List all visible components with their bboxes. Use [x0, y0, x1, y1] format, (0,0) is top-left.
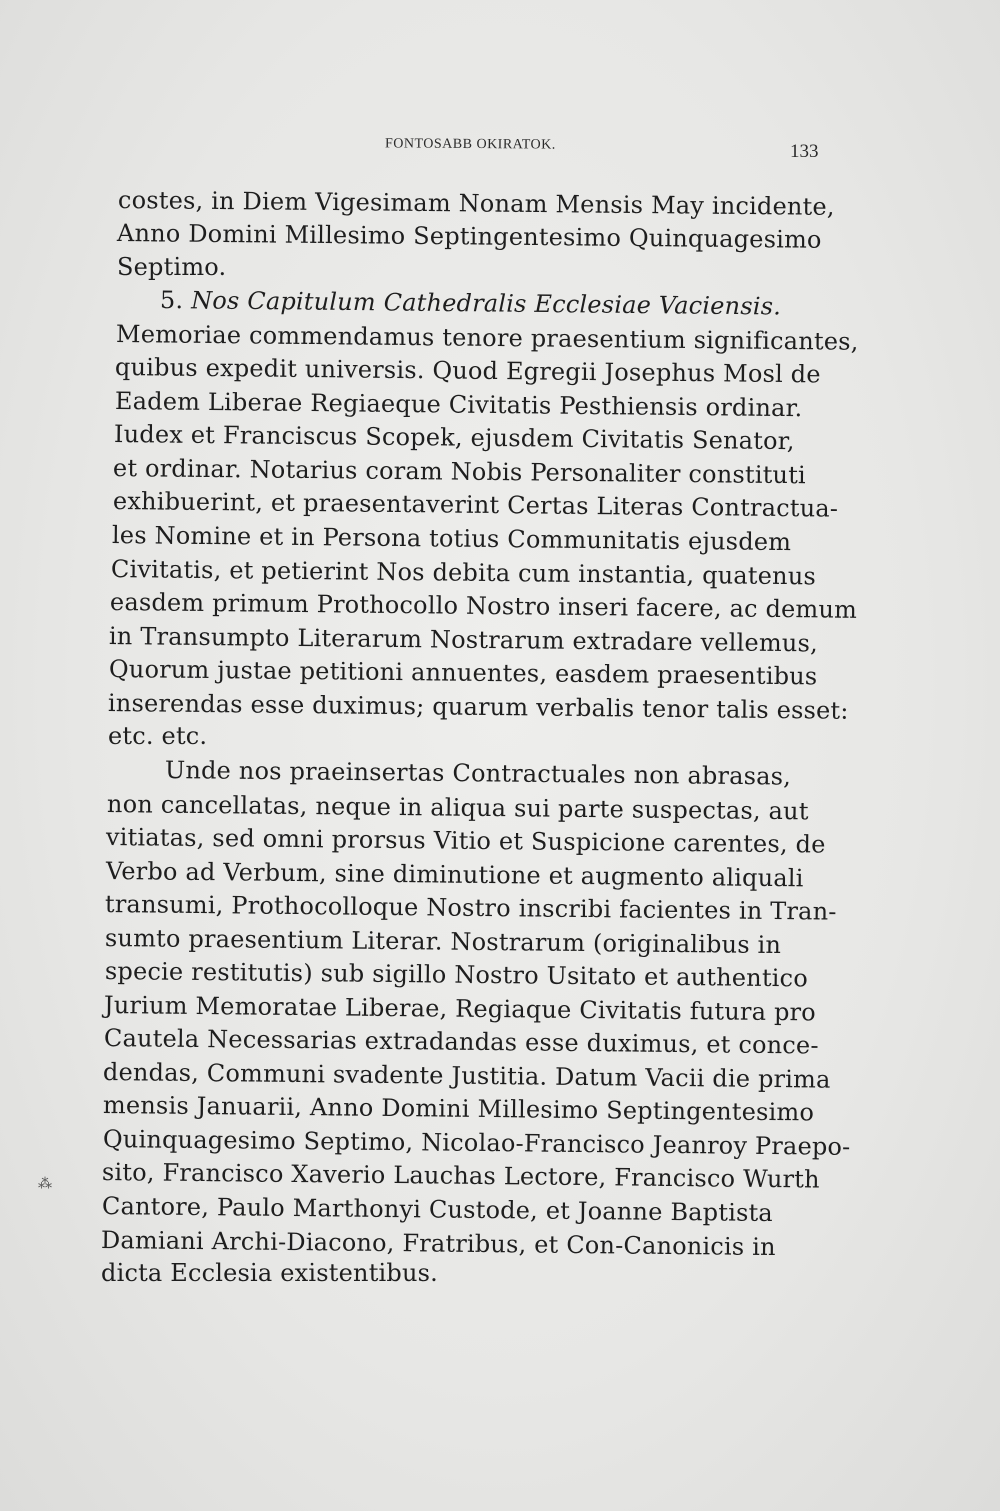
section-heading-line — [160, 286, 781, 321]
page-number: 133 — [790, 141, 819, 162]
section-heading: Nos Capitulum Cathedralis Ecclesiae Vaciensis. — [191, 286, 782, 321]
text-line: specie restitutis) sub sigillo Nostro Usitato et authentico — [104, 957, 809, 993]
text-line: Quorum justae petitioni annuentes, easdem praesentibus — [108, 655, 818, 691]
text-line: transumi, Prothocolloque Nostro inscribi facientes in Tran- — [104, 890, 837, 926]
text-line: Memoriae commendamus tenore praesentium significantes, — [115, 320, 859, 356]
text-line: et ordinar. Notarius coram Nobis Personaliter constituti — [112, 454, 807, 490]
text-line: Verbo ad Verbum, sine diminutione et augmento aliquali — [105, 857, 804, 893]
text-line: Damiani Archi-Diacono, Fratribus, et Con-Canonicis in — [100, 1226, 776, 1262]
text-line: etc. etc. — [108, 722, 208, 750]
text-line: Unde nos praeinsertas Contractuales non abrasas, — [164, 756, 792, 791]
text-line: quibus expedit universis. Quod Egregii Josephus Mosl de — [114, 353, 821, 389]
section-number: 5. — [159, 286, 184, 315]
text-line: exhibuerint, et praesentaverint Certas Literas Contractua- — [112, 487, 839, 523]
text-line: Iudex et Franciscus Scopek, ejusdem Civitatis Senator, — [113, 420, 795, 456]
text-line: in Transumpto Literarum Nostrarum extradare vellemus, — [108, 622, 819, 658]
text-line: Septimo. — [117, 253, 227, 281]
text-line: Anno Domini Millesimo Septingentesimo Quinquagesimo — [116, 219, 822, 254]
text-line: Cantore, Paulo Marthonyi Custode, et Joanne Baptista — [101, 1192, 774, 1228]
text-line: sito, Francisco Xaverio Lauchas Lectore, Francisco Wurth — [101, 1158, 820, 1194]
text-line: Quinquagesimo Septimo, Nicolao-Francisco Jeanroy Praepo- — [102, 1125, 851, 1161]
ink-speck: ⁂ — [38, 1176, 52, 1192]
text-line: dendas, Communi svadente Justitia. Datum Vacii die prima — [102, 1058, 831, 1094]
text-line: Jurium Memoratae Liberae, Regiaque Civitatis futura pro — [103, 991, 817, 1027]
text-line: Cautela Necessarias extradandas esse duximus, et conce- — [103, 1024, 819, 1060]
text-line: costes, in Diem Vigesimam Nonam Mensis May incidente, — [117, 186, 835, 221]
text-line: mensis Januarii, Anno Domini Millesimo Septingentesimo — [102, 1091, 815, 1127]
running-head: FONTOSABB OKIRATOK. — [384, 136, 556, 153]
text-line: Civitatis, et petierint Nos debita cum instantia, quatenus — [110, 555, 817, 591]
text-line: inserendas esse duximus; quarum verbalis tenor talis esset: — [107, 689, 849, 725]
text-line: Eadem Liberae Regiaeque Civitatis Pesthiensis ordinar. — [114, 387, 803, 423]
text-line: easdem primum Prothocollo Nostro inseri facere, ac demum — [109, 588, 858, 624]
text-line: non cancellatas, neque in aliqua sui parte suspectas, aut — [106, 790, 809, 826]
text-line: les Nomine et in Persona totius Communitatis ejusdem — [111, 521, 792, 557]
text-line: sumto praesentium Literar. Nostrarum (originalibus in — [104, 924, 782, 960]
text-line: vitiatas, sed omni prorsus Vitio et Suspicione carentes, de — [105, 823, 826, 859]
text-line: dicta Ecclesia existentibus. — [101, 1259, 438, 1287]
